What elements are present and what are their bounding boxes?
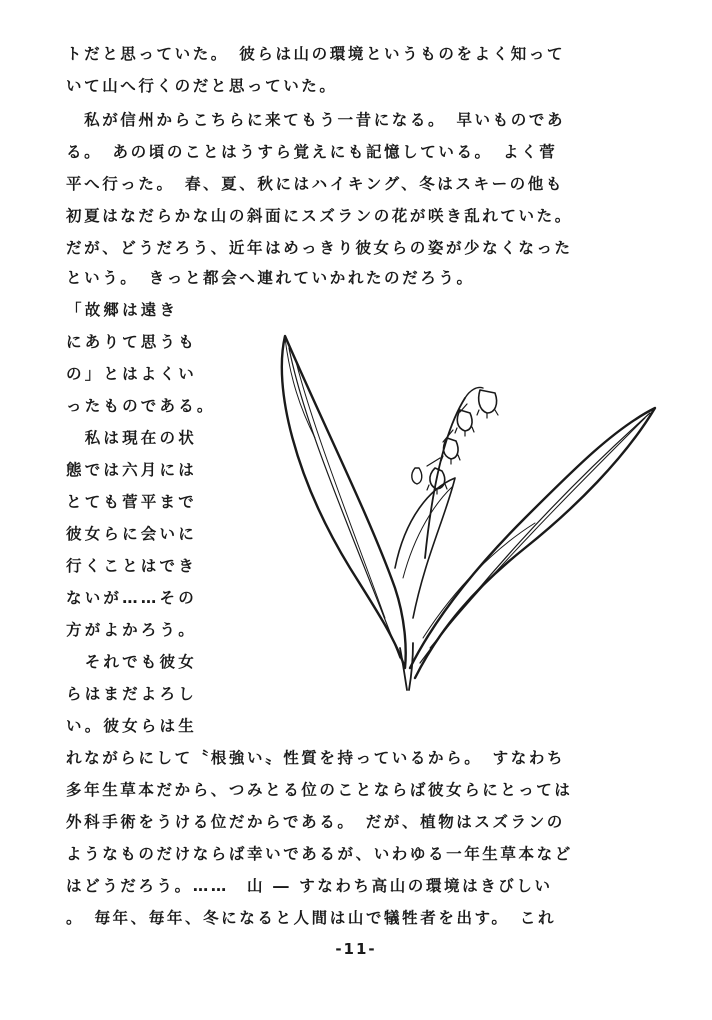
text-line: トだと思っていた。 彼らは山の環境というものをよく知って [66, 45, 566, 63]
page-number: -11- [335, 940, 377, 958]
text-line: 私は現在の状 [66, 429, 197, 447]
text-line: にありて思うも [66, 333, 197, 351]
text-line: 多年生草本だから、つみとる位のことならば彼女らにとっては [66, 781, 573, 799]
flower-bell [455, 410, 474, 436]
text-line: 態では六月には [66, 461, 197, 479]
text-line: 「故郷は遠き [66, 301, 179, 319]
text-line: 。 毎年、毎年、冬になると人間は山で犠牲者を出す。 これ [66, 909, 557, 927]
text-line: の」とはよくい [66, 365, 197, 383]
text-line: 私が信州からこちらに来てもう一昔になる。 早いものであ [66, 111, 566, 129]
text-line: 平へ行った。 春、夏、秋にはハイキング、冬はスキーの他も [66, 175, 564, 193]
text-line: いて山へ行くのだと思っていた。 [66, 77, 338, 95]
text-line: とても菅平まで [66, 493, 197, 511]
text-line: らはまだよろし [66, 685, 197, 703]
lily-of-the-valley-drawing-icon [255, 318, 675, 698]
text-line: 初夏はなだらかな山の斜面にスズランの花が咲き乱れていた。 [66, 207, 573, 225]
text-line: はどうだろう。…… 山 ― すなわち高山の環境はきびしい [66, 877, 553, 895]
text-line: という。 きっと都会へ連れていかれたのだろう。 [66, 269, 475, 287]
left-leaf [282, 336, 406, 668]
right-leaf [410, 408, 655, 678]
text-line: ないが……その [66, 589, 197, 607]
text-line: 行くことはでき [66, 557, 197, 575]
flower-bud [412, 468, 422, 484]
right-leaf-vein [420, 413, 650, 663]
text-line: い。彼女らは生 [66, 717, 197, 735]
text-line: れながらにして〝根強い〟性質を持っているから。 すなわち [66, 749, 566, 767]
text-line: ようなものだけならば幸いであるが、いわゆる一年生草本など [66, 845, 573, 863]
text-line: 彼女らに会いに [66, 525, 197, 543]
text-line: 外科手術をうける位だからである。 だが、植物はスズランの [66, 813, 565, 831]
text-line: ったものである。 [66, 397, 216, 415]
text-line: 方がよかろう。 [66, 621, 197, 639]
text-line: それでも彼女 [66, 653, 197, 671]
text-line: る。 あの頃のことはうすら覚えにも記憶している。 よく菅 [66, 143, 558, 161]
flower-bell [477, 390, 498, 418]
text-line: だが、どうだろう、近年はめっきり彼女らの姿が少なくなった [66, 239, 573, 257]
